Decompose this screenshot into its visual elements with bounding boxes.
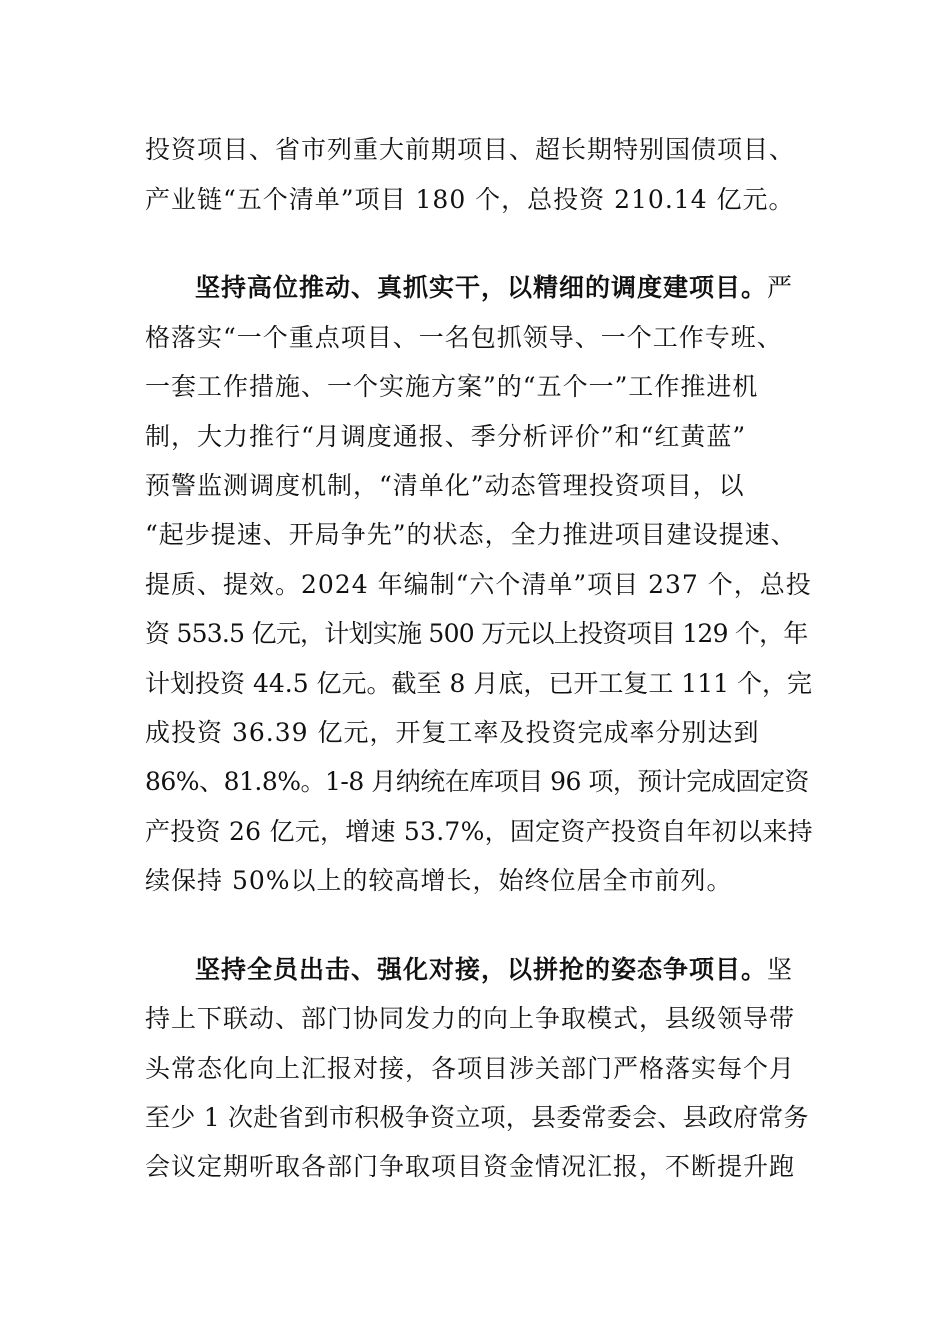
text-line: 续保持 50%以上的较高增长，始终位居全市前列。 [145,866,733,895]
text-line: 持上下联动、部门协同发力的向上争取模式，县级领导带 [145,1004,796,1033]
text-line: 成投资 36.39 亿元，开复工率及投资完成率分别达到 [145,718,760,747]
text-line: 头常态化向上汇报对接，各项目涉关部门严格落实每个月 [145,1054,796,1083]
text-line: 预警监测调度机制，“清单化”动态管理投资项目，以 [145,471,745,500]
text-line: 至少 1 次赴省到市积极争资立项，县委常委会、县政府常务 [145,1103,809,1132]
paragraph-heading: 坚持全员出击、强化对接，以拼抢的姿态争项目。 [195,955,768,984]
text-line: 投资项目、省市列重大前期项目、超长期特别国债项目、 [145,135,796,164]
text-line: 格落实“一个重点项目、一名包抓领导、一个工作专班、 [145,323,783,352]
paragraph-lead-line [195,273,793,303]
text-line: 提质、提效。2024 年编制“六个清单”项目 237 个，总投 [145,570,812,599]
text-line: 资 553.5 亿元，计划实施 500 万元以上投资项目 129 个，年 [145,619,808,648]
paragraph-heading: 坚持高位推动、真抓实干，以精细的调度建项目。 [195,273,768,302]
text-line: 86%、81.8%。1-8 月纳统在库项目 96 项，预计完成固定资 [145,767,809,796]
text-line: 产业链“五个清单”项目 180 个，总投资 210.14 亿元。 [145,185,795,214]
text-line: 制，大力推行“月调度通报、季分析评价”和“红黄蓝” [145,422,747,451]
paragraph-lead-tail: 严 [767,273,794,302]
text-line: 产投资 26 亿元，增速 53.7%，固定资产投资自年初以来持 [145,817,813,846]
paragraph-lead-line [195,955,793,985]
text-line: 会议定期听取各部门争取项目资金情况汇报，不断提升跑 [145,1152,796,1181]
text-line: 计划投资 44.5 亿元。截至 8 月底，已开工复工 111 个，完 [145,669,812,698]
text-line: “起步提速、开局争先”的状态，全力推进项目建设提速、 [145,520,797,549]
paragraph-lead-tail: 坚 [767,955,794,984]
text-line: 一套工作措施、一个实施方案”的“五个一”工作推进机 [145,372,759,401]
